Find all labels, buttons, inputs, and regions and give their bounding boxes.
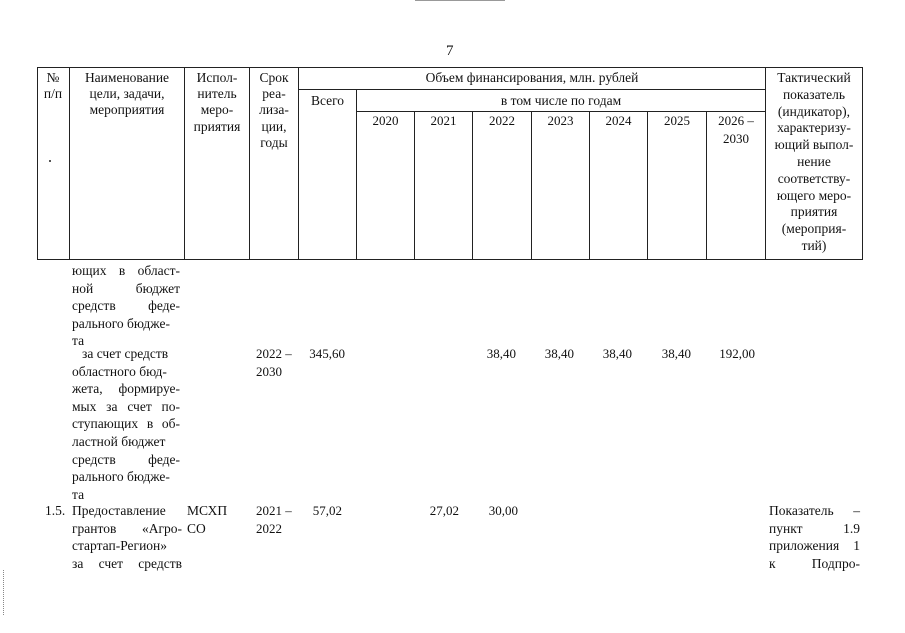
name-line: грантов «Агро- [72, 520, 182, 536]
indicator-line: приложения 1 [769, 538, 860, 554]
header-indicator-line: характеризу- [777, 120, 851, 136]
header-term-line: годы [260, 134, 288, 150]
header-exec-line: Испол- [196, 70, 238, 85]
header-indicator [766, 70, 862, 255]
header-indicator-line: (мероприя- [781, 221, 847, 237]
scan-edge-mark [3, 570, 7, 615]
row3-executor [187, 502, 237, 537]
row-continuation-name [72, 262, 180, 350]
name-line: средств феде- [72, 451, 180, 467]
header-financing-title: Объем финансирования, млн. рублей [425, 70, 639, 85]
term-line: 2022 [256, 520, 282, 536]
term-line: 2030 [256, 363, 282, 379]
header-indicator-line: нение [797, 153, 831, 169]
name-line: стартап-Регион» [72, 538, 168, 554]
header-year-2024: 2024 [605, 113, 632, 128]
indicator-line: к Подпро- [769, 555, 860, 571]
row2-2024: 38,40 [602, 346, 632, 361]
name-line: Предоставление [72, 503, 166, 518]
row3-2021: 27,02 [429, 503, 459, 518]
name-line: средств феде- [72, 298, 180, 314]
header-year-2026-2030 [707, 112, 765, 148]
row3-number: 1.5. [45, 503, 66, 518]
name-line: та [72, 486, 85, 502]
name-line: ной бюджет [72, 280, 180, 296]
header-num [37, 70, 69, 102]
header-indicator-line: показатель [782, 86, 846, 102]
header-year-2025: 2025 [664, 113, 690, 128]
name-line: мых за счет по- [72, 398, 180, 414]
row3-total: 57,02 [312, 503, 342, 518]
row-regional-budget-name [72, 345, 180, 503]
exec-line: МСХП [187, 503, 228, 518]
name-line: областного бюд- [72, 363, 167, 379]
header-name-line: Наименование [84, 70, 170, 85]
row3-term [256, 502, 302, 537]
name-line: ластной бюджет [72, 433, 166, 449]
header-num-line: № [46, 70, 60, 85]
header-indicator-line: ющий выпол- [774, 137, 854, 153]
term-line: 2021 – [256, 503, 292, 518]
top-rule [415, 0, 505, 1]
header-term-line: ции, [261, 118, 287, 134]
row2-2025: 38,40 [661, 346, 691, 361]
header-indicator-line: соответству- [777, 170, 851, 186]
header-indicator-line: Тактический [777, 70, 851, 85]
header-total: Всего [310, 93, 345, 108]
name-line: за счет средств [82, 346, 169, 361]
header-name-line: цели, задачи, [89, 86, 165, 102]
header-indicator-line: приятия [790, 204, 838, 220]
row3-name [72, 502, 182, 572]
header-indicator-line: тий) [801, 237, 827, 253]
header-term-line: Срок [259, 70, 289, 85]
row3-indicator [769, 502, 860, 572]
header-exec-line: приятия [193, 118, 241, 134]
name-line: ступающих в об- [72, 416, 180, 432]
row3-2022: 30,00 [488, 503, 518, 518]
indicator-line: Показатель – [769, 503, 860, 518]
name-line: рального бюджe- [72, 315, 171, 331]
header-by-years: в том числе по годам [500, 93, 622, 108]
row2-2022: 38,40 [486, 346, 516, 361]
header-num-line: п/п [43, 86, 63, 102]
header-exec-line: нитель [197, 86, 237, 102]
header-indicator-line: (индикатор), [777, 103, 851, 119]
header-name-line: мероприятия [89, 102, 165, 118]
header-name [70, 70, 184, 119]
name-line: ющих в област- [72, 263, 180, 278]
header-year-line: 2030 [723, 131, 749, 146]
scan-dot [49, 160, 51, 162]
name-line: жета, формируе- [72, 381, 180, 397]
header-year-2022: 2022 [489, 113, 515, 128]
header-indicator-line: ющего меро- [776, 187, 852, 203]
name-line: рального бюдже- [72, 469, 170, 485]
term-line: 2022 – [256, 346, 292, 361]
header-term-line: реа- [262, 86, 286, 102]
header-term [250, 70, 298, 151]
indicator-line: пункт 1.9 [769, 520, 860, 536]
header-term-line: лиза- [259, 102, 289, 118]
row2-2023: 38,40 [544, 346, 574, 361]
row2-2026-2030: 192,00 [719, 346, 755, 361]
header-year-line: 2026 – [718, 113, 754, 128]
name-line: та [72, 333, 85, 349]
name-line: за счет средств [72, 555, 182, 571]
header-year-2021: 2021 [430, 113, 457, 128]
row2-term [256, 345, 302, 380]
header-executor [185, 70, 249, 135]
header-year-2023: 2023 [547, 113, 574, 128]
exec-line: СО [187, 520, 206, 536]
table-header [37, 67, 863, 260]
header-exec-line: меро- [200, 102, 234, 118]
header-year-2020: 2020 [372, 113, 399, 128]
row2-total: 345,60 [309, 346, 345, 361]
page-number: 7 [446, 43, 454, 59]
